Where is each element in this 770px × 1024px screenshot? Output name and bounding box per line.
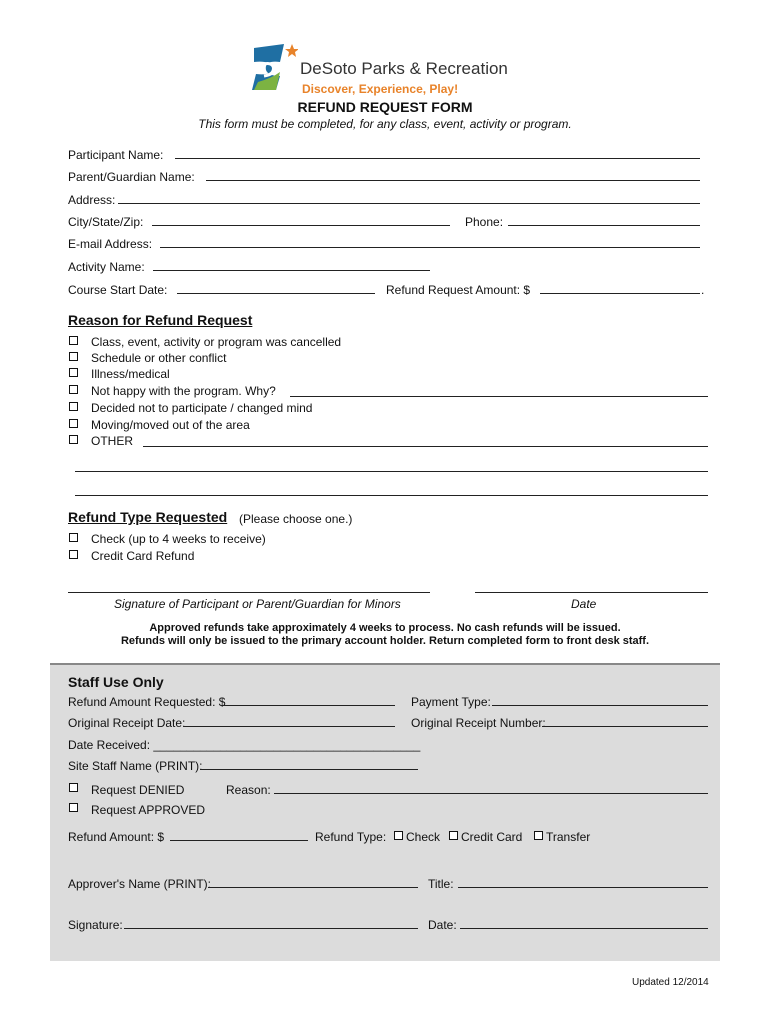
- reason-option: Moving/moved out of the area: [91, 418, 250, 432]
- reason-checkbox[interactable]: [69, 368, 78, 377]
- staff-signature-label: Signature:: [68, 918, 123, 932]
- title-label: Title:: [428, 877, 454, 891]
- other-field-line-3[interactable]: [75, 495, 708, 496]
- form-title: REFUND REQUEST FORM: [297, 99, 473, 115]
- refund-type-checkbox[interactable]: [69, 550, 78, 559]
- receipt-date-label: Original Receipt Date:: [68, 716, 186, 730]
- course-start-label: Course Start Date:: [68, 283, 168, 297]
- reason-heading: Reason for Refund Request: [68, 312, 253, 328]
- refund-amount-staff-field[interactable]: [170, 840, 308, 841]
- reason-checkbox[interactable]: [69, 352, 78, 361]
- updated-note: Updated 12/2014: [632, 977, 709, 988]
- city-field[interactable]: [152, 225, 450, 226]
- signature-label: Signature of Participant or Parent/Guardian for Minors: [114, 597, 401, 611]
- staff-date-field[interactable]: [460, 928, 708, 929]
- type-transfer-checkbox[interactable]: [534, 831, 543, 840]
- amount-requested-field[interactable]: [223, 705, 395, 706]
- receipt-date-field[interactable]: [184, 726, 395, 727]
- activity-name-label: Activity Name:: [68, 260, 145, 274]
- signature-field[interactable]: [68, 592, 430, 593]
- staff-signature-field[interactable]: [124, 928, 418, 929]
- denied-label: Request DENIED: [91, 783, 185, 797]
- type-credit-checkbox[interactable]: [449, 831, 458, 840]
- type-check-label: Check: [406, 830, 441, 844]
- activity-name-field[interactable]: [153, 270, 430, 271]
- receipt-number-field[interactable]: [542, 726, 708, 727]
- approved-checkbox[interactable]: [69, 803, 78, 812]
- participant-name-field[interactable]: [175, 158, 700, 159]
- reason-checkbox[interactable]: [69, 402, 78, 411]
- org-tagline: Discover, Experience, Play!: [302, 82, 459, 96]
- logo: [250, 42, 508, 96]
- reason-checkbox[interactable]: [69, 385, 78, 394]
- date-field[interactable]: [475, 592, 708, 593]
- reason-option: Schedule or other conflict: [91, 351, 227, 365]
- phone-label: Phone:: [465, 215, 504, 229]
- logo-mark-icon: [250, 42, 298, 92]
- approved-label: Request APPROVED: [91, 803, 206, 817]
- address-field[interactable]: [118, 203, 700, 204]
- refund-type-checkbox[interactable]: [69, 533, 78, 542]
- payment-type-field[interactable]: [492, 705, 708, 706]
- amount-requested-label: Refund Amount Requested: $: [68, 695, 226, 709]
- reason-option: OTHER: [91, 434, 133, 448]
- guardian-name-field[interactable]: [206, 180, 700, 181]
- why-field[interactable]: [290, 396, 708, 397]
- refund-type-option: Check (up to 4 weeks to receive): [91, 532, 266, 546]
- reason-checkbox[interactable]: [69, 435, 78, 444]
- denied-checkbox[interactable]: [69, 783, 78, 792]
- reason-label: Reason:: [226, 783, 271, 797]
- type-credit-label: Credit Card: [461, 830, 523, 844]
- email-label: E-mail Address:: [68, 237, 153, 251]
- staff-date-label: Date:: [428, 918, 457, 932]
- staff-heading: Staff Use Only: [68, 674, 164, 690]
- payment-type-label: Payment Type:: [411, 695, 491, 709]
- type-check-checkbox[interactable]: [394, 831, 403, 840]
- site-staff-field[interactable]: [200, 769, 418, 770]
- refund-amount-label: Refund Request Amount: $: [386, 283, 531, 297]
- participant-name-label: Participant Name:: [68, 148, 164, 162]
- reason-checkbox[interactable]: [69, 419, 78, 428]
- address-label: Address:: [68, 193, 116, 207]
- refund-type-staff-label: Refund Type:: [315, 830, 387, 844]
- refund-type-option: Credit Card Refund: [91, 549, 195, 563]
- approver-field[interactable]: [208, 887, 418, 888]
- reason-field[interactable]: [274, 793, 708, 794]
- reason-option: Illness/medical: [91, 367, 170, 381]
- reason-option: Not happy with the program. Why?: [91, 384, 276, 398]
- type-transfer-label: Transfer: [546, 830, 591, 844]
- course-start-field[interactable]: [177, 293, 375, 294]
- refund-amount-field[interactable]: [540, 293, 700, 294]
- title-field[interactable]: [458, 887, 708, 888]
- site-staff-label: Site Staff Name (PRINT):: [68, 759, 203, 773]
- notice-line-2: Refunds will only be issued to the primary account holder. Return completed form to front desk staff.: [120, 635, 650, 647]
- reason-option: Decided not to participate / changed mind: [91, 401, 313, 415]
- email-field[interactable]: [160, 247, 700, 248]
- refund-amount-staff-label: Refund Amount: $: [68, 830, 165, 844]
- notice-line-1: Approved refunds take approximately 4 weeks to process. No cash refunds will be issued.: [149, 622, 621, 634]
- org-name: DeSoto Parks & Recreation: [300, 59, 508, 78]
- other-field-line-2[interactable]: [75, 471, 708, 472]
- reason-checkbox[interactable]: [69, 336, 78, 345]
- guardian-name-label: Parent/Guardian Name:: [68, 170, 195, 184]
- receipt-number-label: Original Receipt Number:: [411, 716, 546, 730]
- refund-amount-end: .: [701, 283, 705, 297]
- form-subtitle: This form must be completed, for any class, event, activity or program.: [198, 117, 572, 131]
- approver-label: Approver's Name (PRINT):: [68, 877, 211, 891]
- refund-type-note: (Please choose one.): [239, 512, 353, 526]
- refund-type-heading: Refund Type Requested: [68, 509, 228, 525]
- city-label: City/State/Zip:: [68, 215, 144, 229]
- reason-option: Class, event, activity or program was cancelled: [91, 335, 342, 349]
- date-received-label[interactable]: Date Received: ________________________________________: [68, 738, 421, 752]
- other-field[interactable]: [143, 446, 708, 447]
- phone-field[interactable]: [508, 225, 700, 226]
- date-label: Date: [571, 597, 597, 611]
